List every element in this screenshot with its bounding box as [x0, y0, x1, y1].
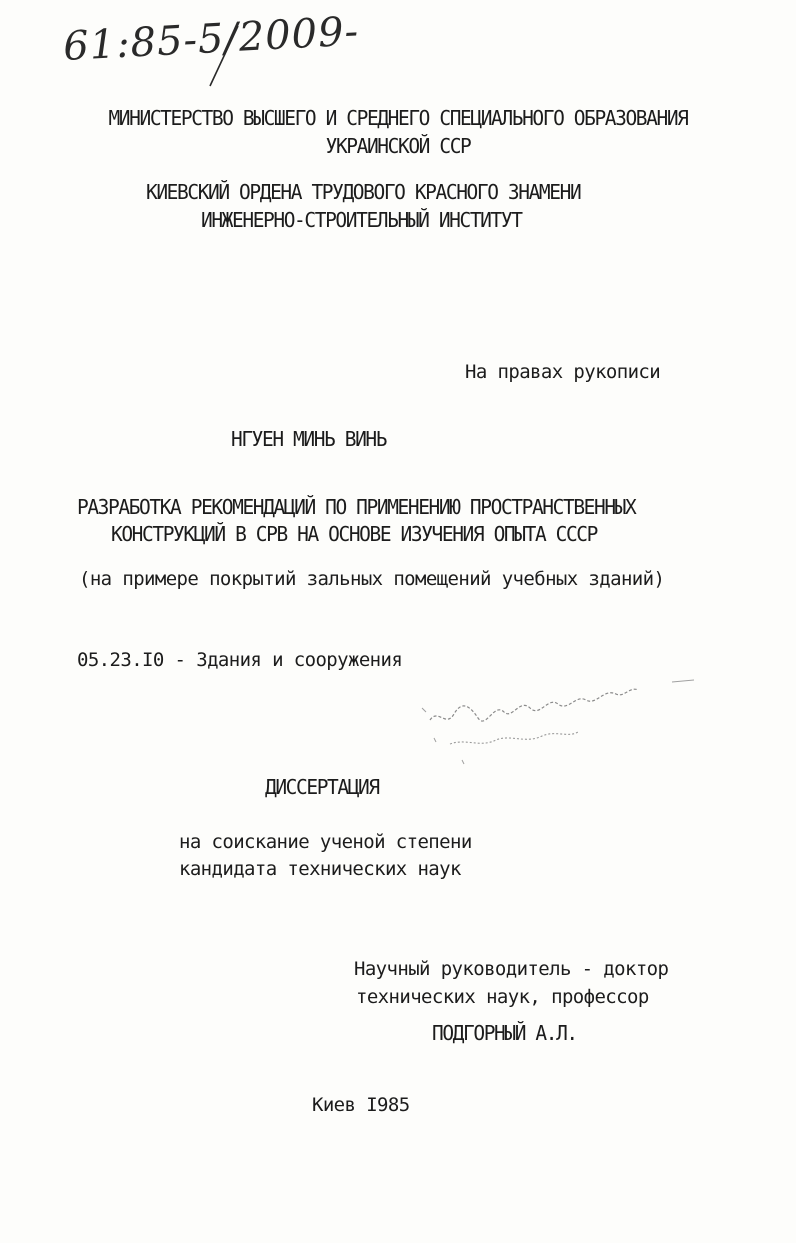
- author-name: НГУЕН МИНЬ ВИНЬ: [231, 427, 387, 452]
- handwritten-signature: [410, 668, 710, 772]
- institute-line-2: ИНЖЕНЕРНО-СТРОИТЕЛЬНЫЙ ИНСТИТУТ: [201, 208, 522, 233]
- title-line-1: РАЗРАБОТКА РЕКОМЕНДАЦИЙ ПО ПРИМЕНЕНИЮ ПРОСТРАНСТВЕННЫХ: [77, 495, 636, 520]
- ministry-line-1: МИНИСТЕРСТВО ВЫСШЕГО И СРЕДНЕГО СПЕЦИАЛЬНОГО ОБРАЗОВАНИЯ: [108, 106, 688, 131]
- title-subtitle: (на примере покрытий зальных помещений учебных зданий): [79, 568, 665, 590]
- supervisor-line-1: Научный руководитель - доктор: [354, 958, 669, 980]
- archive-handwritten-mark: [60, 8, 360, 92]
- degree-line-2: кандидата технических наук: [179, 858, 461, 880]
- institute-line-1: КИЕВСКИЙ ОРДЕНА ТРУДОВОГО КРАСНОГО ЗНАМЕНИ: [146, 180, 581, 205]
- place-and-year: Киев I985: [312, 1094, 410, 1116]
- ministry-line-2: УКРАИНСКОЙ ССР: [325, 134, 471, 159]
- specialty-code: 05.23.I0 - Здания и сооружения: [77, 649, 403, 671]
- archive-mark-text: 61:85-5/2009-1: [62, 8, 360, 70]
- title-line-2: КОНСТРУКЦИЙ В СРВ НА ОСНОВЕ ИЗУЧЕНИЯ ОПЫТА СССР: [111, 522, 597, 547]
- degree-line-1: на соискание ученой степени: [179, 831, 472, 853]
- supervisor-name: ПОДГОРНЫЙ А.Л.: [432, 1021, 577, 1046]
- supervisor-line-2: технических наук, профессор: [356, 986, 649, 1008]
- manuscript-rights-note: На правах рукописи: [465, 361, 661, 383]
- document-type: ДИССЕРТАЦИЯ: [265, 775, 379, 800]
